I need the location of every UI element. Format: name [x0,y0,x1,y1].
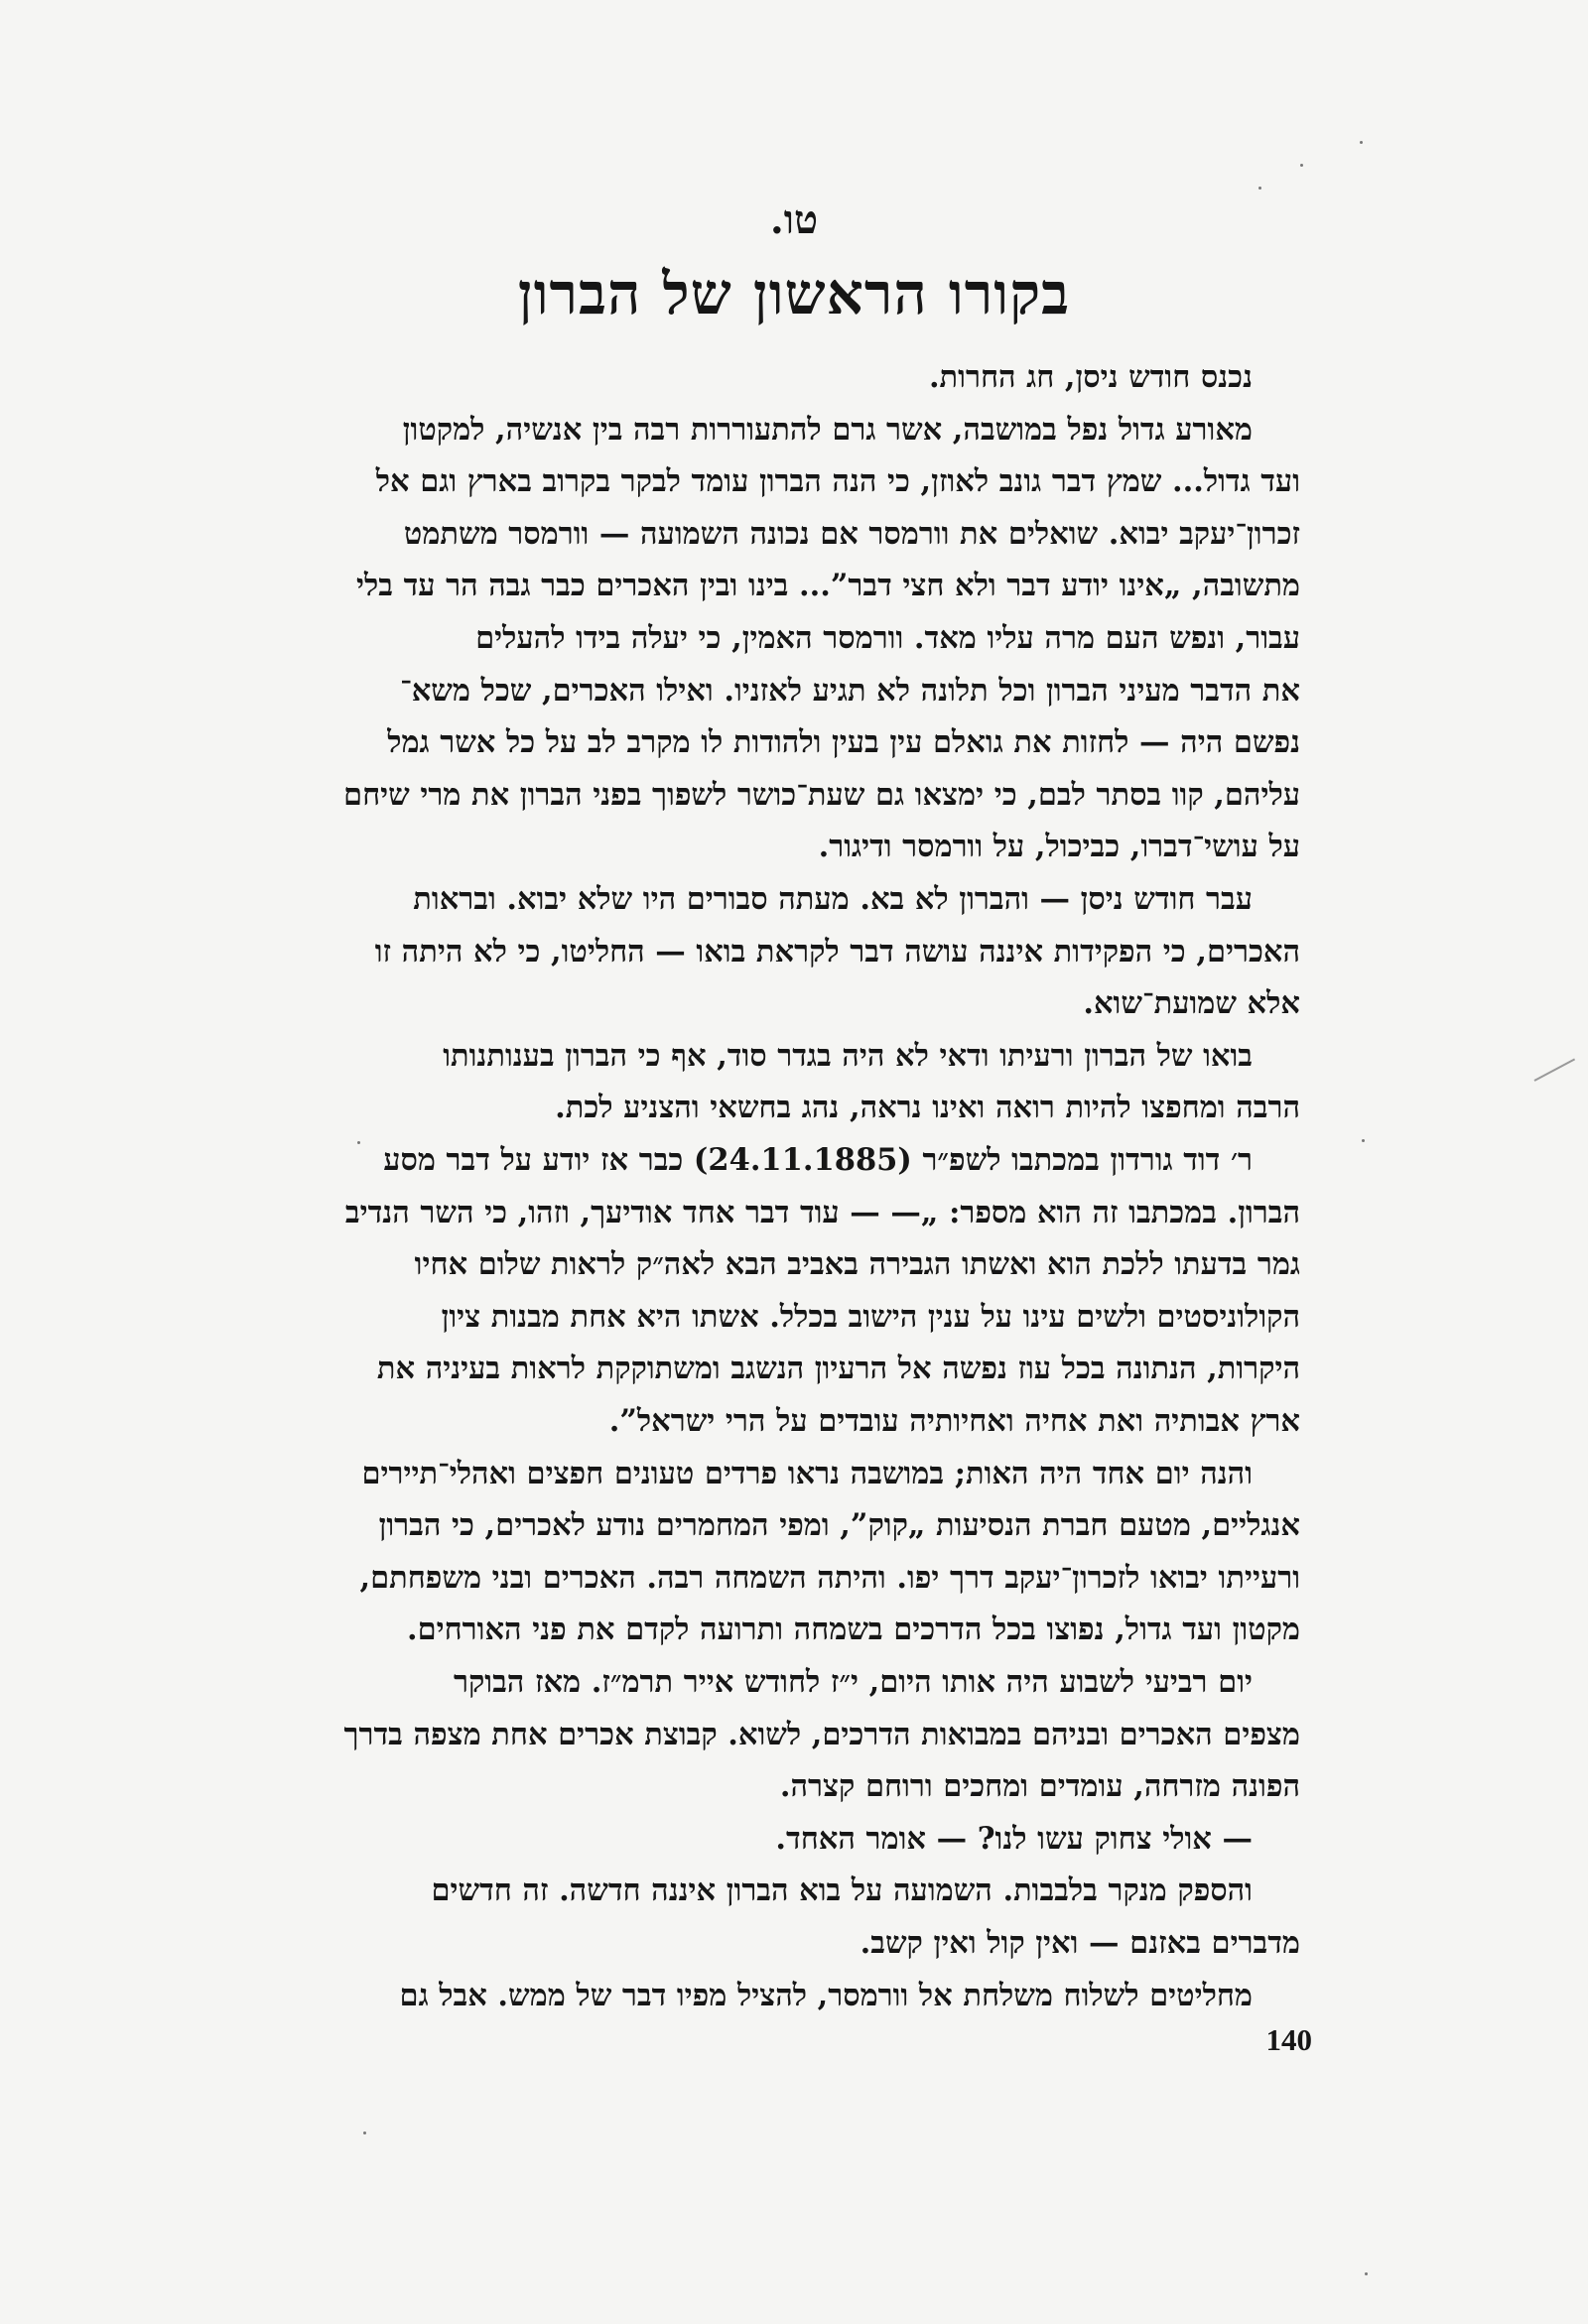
chapter-number: טו. [769,196,819,243]
text-line: ועד גדול... שמץ דבר גונב לאוזן, כי הנה הברון עומד לבקר בקרוב בארץ וגם אל [375,463,1300,500]
text-line: נפשם היה — לחזות את גואלם עין בעין ולהודות לו מקרב לב על כל אשר גמל [387,724,1300,761]
scan-mark [1534,1059,1576,1082]
text-line: מתשובה, „אינו יודע דבר ולא חצי דבר”... בינו ובין האכרים כבר גבה הר עד בלי [355,568,1300,604]
text-line: הפונה מזרחה, עומדים ומחכים ורוחם קצרה. [779,1768,1300,1805]
scan-speck [1300,164,1303,167]
page-number: 140 [1265,2022,1312,2057]
text-line: ורעייתו יבואו לזכרון־יעקב דרך יפו. והיתה השמחה רבה. האכרים ובני משפחתם, [359,1559,1300,1596]
body-text [260,347,1300,2013]
text-line: מצפים האכרים ובניהם במבואות הדרכים, לשוא. קבוצת אכרים אחת מצפה בדרך [343,1716,1300,1752]
scan-speck [1360,141,1363,144]
text-line: אלא שמועת־שוא. [1083,985,1300,1022]
text-line: אנגליים, מטעם חברת הנסיעות „קוק”, ומפי המחמרים נודע לאכרים, כי הברון [378,1507,1300,1544]
chapter-title: בקורו הראשון של הברון [517,260,1071,327]
scan-speck [357,1141,360,1144]
text-line: והספק מנקר בלבבות. השמועה על בוא הברון איננה חדשה. זה חדשים [431,1872,1253,1909]
text-line: נכנס חודש ניסן, חג החרות. [928,359,1253,395]
text-line: את הדבר מעיני הברון וכל תלונה לא תגיע לאזניו. ואילו האכרים, שכל משא־ [400,672,1300,709]
text-line: האכרים, כי הפקידות איננה עושה דבר לקראת בואו — החליטו, כי לא היתה זו [374,933,1300,969]
text-line: ר׳ דוד גורדון במכתבו לשפ״ר (24.11.1885) כבר אז יודע על דבר מסע [383,1142,1253,1178]
text-line: זכרון־יעקב יבוא. שואלים את וורמסר אם נכונה השמועה — וורמסר משתמט [403,515,1300,552]
text-line: על עושי־דברו, כביכול, על וורמסר ודיגור. [818,829,1300,865]
text-line: בואו של הברון ורעיתו ודאי לא היה בגדר סוד, אף כי הברון בענותנותו [443,1037,1253,1074]
text-line: הרבה ומחפצו להיות רואה ואינו נראה, נהג בחשאי והצניע לכת. [555,1090,1300,1126]
text-line: גמר בדעתו ללכת הוא ואשתו הגבירה באביב הבא לאה״ק לראות שלום אחיו [414,1246,1300,1283]
text-line: והנה יום אחד היה האות; במושבה נראו פרדים טעונים חפצים ואהלי־תיירים [361,1455,1253,1491]
text-line: עבר חודש ניסן — והברון לא בא. מעתה סבורים היו שלא יבוא. ובראות [413,881,1253,917]
scan-speck [1362,1139,1365,1142]
text-line: מדברים באזנם — ואין קול ואין קשב. [860,1925,1300,1961]
text-line: הקולוניסטים ולשים עינו על ענין הישוב בכלל. אשתו היא אחת מבנות ציון [441,1298,1300,1335]
text-line: מחליטים לשלוח משלחת אל וורמסר, להציל מפיו דבר של ממש. אבל גם [399,1977,1253,2013]
scan-speck [363,2131,366,2134]
text-line: עליהם, קוו בסתר לבם, כי ימצאו גם שעת־כושר לשפוך בפני הברון את מרי שיחם [343,776,1300,813]
scan-speck [1258,187,1261,190]
text-line: היקרות, הנתונה בכל עוז נפשה אל הרעיון הנשגב ומשתוקקת לראות בעיניה את [376,1351,1300,1387]
text-line: ארץ אבותיה ואת אחיה ואחיותיה עובדים על הרי ישראל”. [608,1403,1300,1439]
text-line: מקטון ועד גדול, נפוצו בכל הדרכים בשמחה ותרועה לקדם את פני האורחים. [406,1612,1300,1648]
text-line: הברון. במכתבו זה הוא מספר: „— — עוד דבר אחד אודיעך, וזהו, כי השר הנדיב [344,1194,1300,1230]
text-line: מאורע גדול נפל במושבה, אשר גרם להתעוררות רבה בין אנשיה, למקטון [402,411,1253,448]
text-line: עבור, ונפש העם מרה עליו מאד. וורמסר האמין, כי יעלה בידו להעלים [475,620,1300,656]
text-line: יום רביעי לשבוע היה אותו היום, י״ז לחודש אייר תרמ״ז. מאז הבוקר [454,1664,1253,1700]
text-line: — אולי צחוק עשו לנו? — אומר האחד. [775,1820,1253,1857]
scan-speck [1365,2272,1368,2275]
